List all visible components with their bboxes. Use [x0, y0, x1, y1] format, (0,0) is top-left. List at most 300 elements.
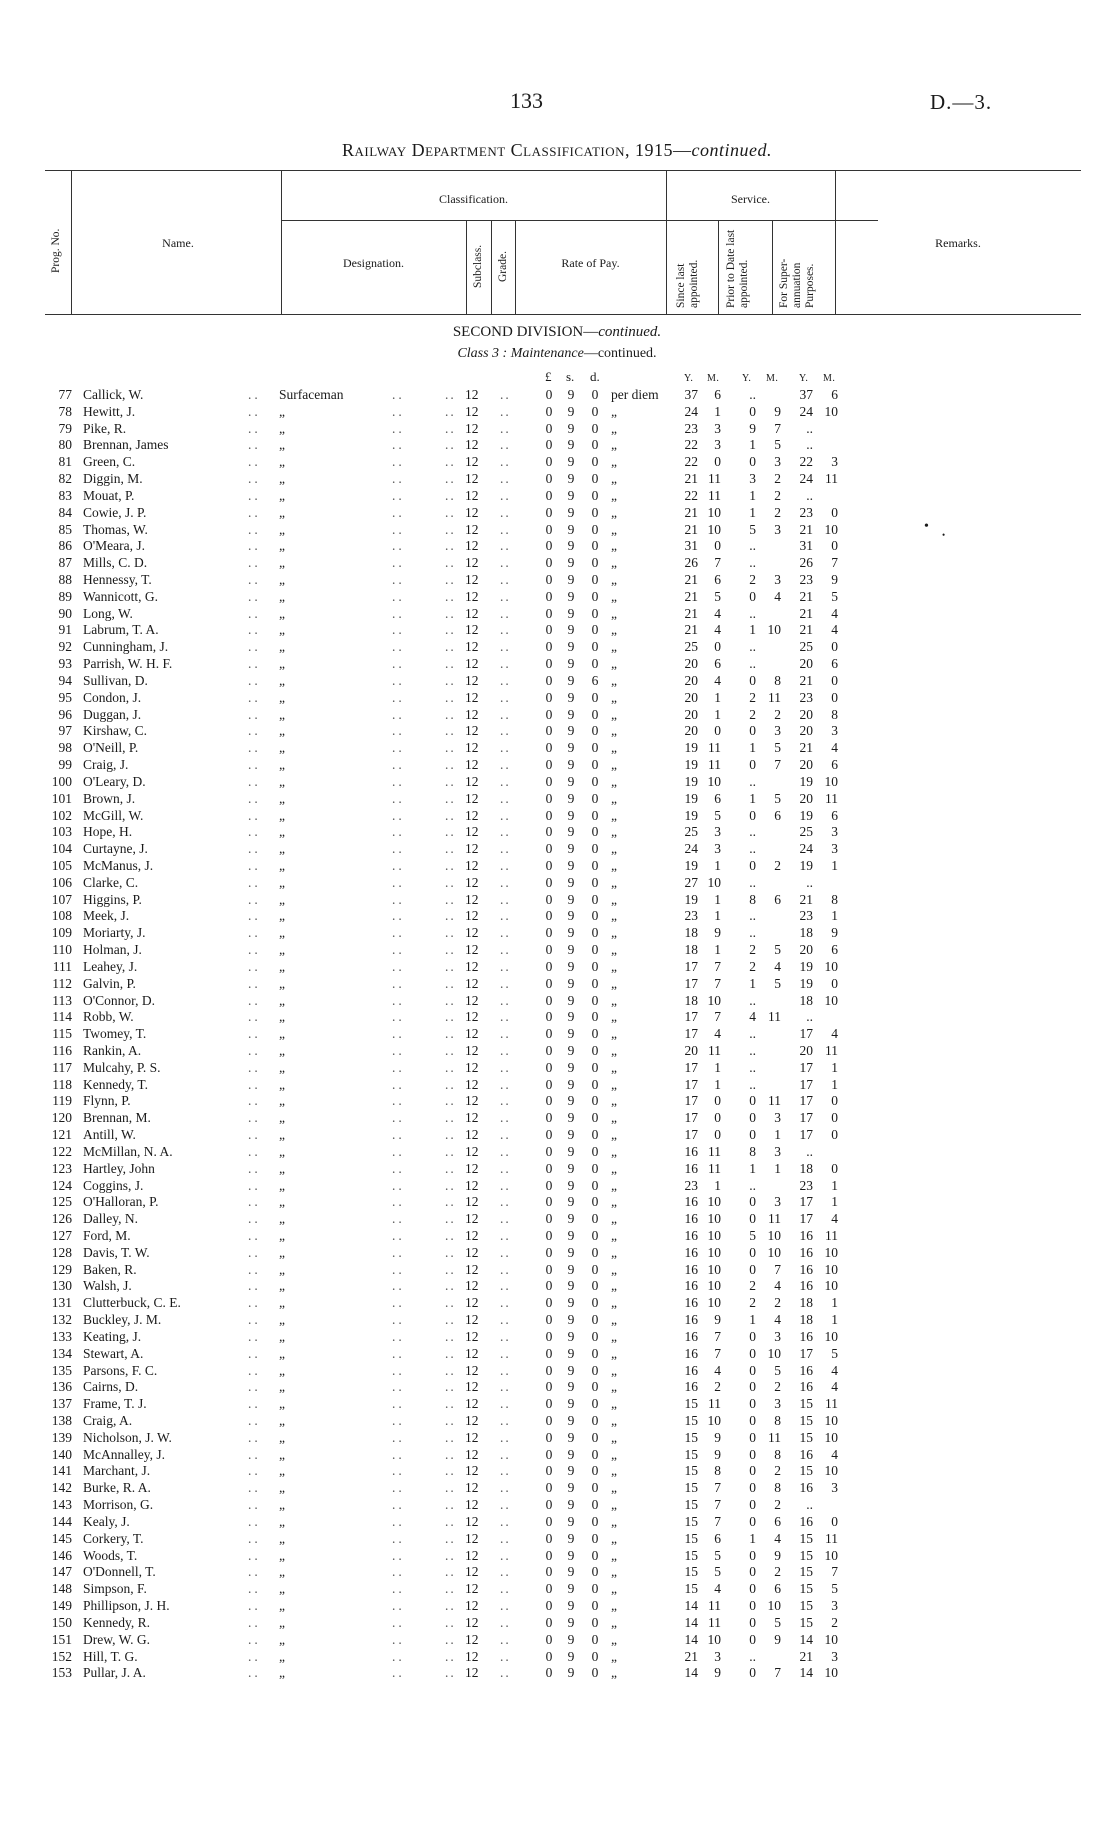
row-pay-pounds: 0 — [545, 706, 553, 722]
row-super-years: 37 — [799, 387, 813, 402]
row-name: O'Neill, P. — [83, 740, 139, 756]
row-super-months: 3 — [831, 1648, 838, 1664]
row-pay-note: „ — [611, 992, 617, 1008]
row-leader-4: .. — [500, 1278, 511, 1294]
row-leader-4: .. — [500, 656, 511, 672]
row-leader-4: .. — [500, 1665, 511, 1681]
row-pay-note: „ — [611, 958, 617, 974]
row-pay-pounds: 0 — [545, 908, 553, 924]
row-super-years: 19 — [799, 807, 813, 823]
row-pay-shillings: 9 — [567, 942, 575, 958]
table-row — [0, 1531, 1114, 1548]
row-pay-note: „ — [611, 1244, 617, 1260]
row-since-years: 19 — [684, 773, 698, 789]
row-pay-note: „ — [611, 706, 617, 722]
table-row — [0, 555, 1114, 572]
row-leader-1: .. — [248, 992, 261, 1008]
table-row — [0, 1161, 1114, 1178]
row-designation: „ — [279, 605, 285, 621]
row-leader-3: .. — [445, 1614, 456, 1630]
row-super-years: 25 — [799, 824, 813, 840]
row-name: Hartley, John — [83, 1160, 155, 1176]
table-row — [0, 1564, 1114, 1581]
row-leader-1: .. — [248, 1379, 261, 1395]
row-pay-note: „ — [611, 773, 617, 789]
row-leader-3: .. — [445, 387, 456, 402]
table-row — [0, 1178, 1114, 1195]
row-number: 77 — [58, 387, 72, 402]
row-since-years: 37 — [684, 387, 698, 402]
row-number: 134 — [51, 1345, 72, 1361]
row-number: 86 — [58, 538, 72, 554]
row-leader-3: .. — [445, 773, 456, 789]
row-prior-months: 3 — [774, 1328, 781, 1344]
row-prior-months: 6 — [774, 891, 781, 907]
row-since-months: 11 — [708, 487, 721, 503]
row-prior-months: 9 — [774, 1631, 781, 1647]
row-prior-months: 8 — [774, 672, 781, 688]
row-leader-3: .. — [445, 908, 456, 924]
row-pay-pence: 0 — [591, 857, 599, 873]
row-pay-pence: 0 — [591, 723, 599, 739]
row-since-months: 10 — [707, 1244, 721, 1260]
row-leader-1: .. — [248, 891, 261, 907]
row-since-years: 25 — [684, 824, 698, 840]
row-prior-years: 0 — [749, 807, 756, 823]
table-row — [0, 1043, 1114, 1060]
row-name: Keating, J. — [83, 1328, 142, 1344]
row-grade: 12 — [465, 740, 479, 756]
row-pay-pence: 0 — [591, 1278, 599, 1294]
row-pay-note: „ — [611, 1228, 617, 1243]
row-pay-note: „ — [611, 521, 617, 537]
table-row — [0, 1278, 1114, 1295]
row-since-months: 10 — [707, 1228, 721, 1243]
row-super-months: 5 — [831, 1345, 838, 1361]
row-since-months: 11 — [708, 1042, 721, 1058]
row-number: 83 — [58, 487, 72, 503]
row-prior-months: 6 — [774, 1581, 781, 1597]
row-designation: „ — [279, 555, 285, 571]
row-pay-note: „ — [611, 656, 617, 672]
row-leader-1: .. — [248, 1211, 261, 1227]
row-since-years: 15 — [684, 1581, 698, 1597]
row-leader-4: .. — [500, 1362, 511, 1378]
row-leader-2: .. — [392, 521, 405, 537]
row-pay-note: „ — [611, 605, 617, 621]
row-pay-pounds: 0 — [545, 1513, 553, 1529]
row-prior-years: 1 — [749, 790, 756, 806]
row-leader-2: .. — [392, 1076, 405, 1092]
row-pay-pence: 0 — [591, 807, 599, 823]
row-pay-pounds: 0 — [545, 555, 553, 571]
row-designation: „ — [279, 1244, 285, 1260]
row-pay-pence: 0 — [591, 824, 599, 840]
row-pay-pence: 0 — [591, 1211, 599, 1227]
row-pay-shillings: 9 — [567, 1648, 575, 1664]
row-leader-4: .. — [500, 1581, 511, 1597]
row-grade: 12 — [465, 420, 479, 436]
table-row — [0, 505, 1114, 522]
row-since-years: 17 — [684, 1026, 698, 1042]
row-leader-2: .. — [392, 975, 405, 991]
row-name: Rankin, A. — [83, 1042, 142, 1058]
row-grade: 12 — [465, 572, 479, 588]
row-pay-note: „ — [611, 1480, 617, 1496]
row-prior-months: 11 — [768, 689, 781, 705]
row-prior-months: 3 — [774, 1110, 781, 1126]
row-super-months: 6 — [831, 387, 838, 402]
row-prior-months: 1 — [774, 1127, 781, 1143]
row-super-months: 4 — [831, 1379, 838, 1395]
row-grade: 12 — [465, 1312, 479, 1328]
table-row — [0, 538, 1114, 555]
row-name: Craig, A. — [83, 1413, 133, 1429]
row-super-months: 11 — [825, 1042, 838, 1058]
row-since-months: 1 — [714, 891, 721, 907]
row-name: Meek, J. — [83, 908, 130, 924]
row-super-years: 23 — [799, 572, 813, 588]
row-leader-3: .. — [445, 1497, 456, 1513]
row-super-years: 14 — [799, 1631, 813, 1647]
row-super-months: 10 — [824, 992, 838, 1008]
row-leader-4: .. — [500, 1177, 511, 1193]
row-prior-years: .. — [749, 841, 756, 857]
row-pay-pounds: 0 — [545, 1480, 553, 1496]
row-since-months: 9 — [714, 925, 721, 941]
row-super-years: 16 — [799, 1446, 813, 1462]
row-prior-years: 0 — [749, 1379, 756, 1395]
row-prior-months: 9 — [774, 1547, 781, 1563]
row-since-years: 16 — [684, 1244, 698, 1260]
row-prior-years: .. — [749, 1026, 756, 1042]
row-grade: 12 — [465, 1211, 479, 1227]
row-leader-2: .. — [392, 824, 405, 840]
row-leader-1: .. — [248, 387, 261, 402]
row-since-years: 18 — [684, 992, 698, 1008]
row-name: Pullar, J. A. — [83, 1665, 146, 1681]
table-header — [45, 170, 1081, 315]
row-leader-2: .. — [392, 1413, 405, 1429]
row-pay-shillings: 9 — [567, 656, 575, 672]
row-designation: „ — [279, 1547, 285, 1563]
row-grade: 12 — [465, 1143, 479, 1159]
row-leader-3: .. — [445, 874, 456, 890]
row-since-years: 21 — [684, 622, 698, 638]
row-leader-2: .. — [392, 1429, 405, 1445]
table-row — [0, 808, 1114, 825]
row-leader-2: .. — [392, 757, 405, 773]
row-designation: „ — [279, 1581, 285, 1597]
header-remarks: Remarks. — [935, 236, 981, 250]
row-designation: „ — [279, 1160, 285, 1176]
row-super-years: 16 — [799, 1362, 813, 1378]
row-prior-years: 0 — [749, 1413, 756, 1429]
row-number: 127 — [51, 1228, 72, 1243]
row-prior-years: 0 — [749, 403, 756, 419]
row-leader-4: .. — [500, 1009, 511, 1025]
row-leader-4: .. — [500, 824, 511, 840]
row-leader-4: .. — [500, 975, 511, 991]
row-pay-pence: 0 — [591, 588, 599, 604]
row-prior-years: 8 — [749, 891, 756, 907]
row-designation: „ — [279, 420, 285, 436]
row-prior-years: 4 — [749, 1009, 756, 1025]
row-since-years: 16 — [684, 1312, 698, 1328]
row-grade: 12 — [465, 891, 479, 907]
row-pay-pence: 0 — [591, 1261, 599, 1277]
row-leader-4: .. — [500, 1564, 511, 1580]
row-since-years: 21 — [684, 605, 698, 621]
row-pay-note: „ — [611, 1463, 617, 1479]
row-number: 96 — [58, 706, 72, 722]
row-pay-shillings: 9 — [567, 1026, 575, 1042]
row-pay-pounds: 0 — [545, 1530, 553, 1546]
row-since-months: 8 — [714, 1463, 721, 1479]
table-row — [0, 993, 1114, 1010]
table-row — [0, 471, 1114, 488]
row-super-months: 1 — [831, 908, 838, 924]
row-number: 131 — [51, 1295, 72, 1311]
row-pay-pounds: 0 — [545, 572, 553, 588]
row-leader-3: .. — [445, 672, 456, 688]
row-pay-pence: 0 — [591, 958, 599, 974]
row-number: 107 — [51, 891, 72, 907]
row-number: 136 — [51, 1379, 72, 1395]
row-designation: „ — [279, 1093, 285, 1109]
row-grade: 12 — [465, 723, 479, 739]
row-since-years: 17 — [684, 1059, 698, 1075]
row-leader-1: .. — [248, 1614, 261, 1630]
row-name: Kealy, J. — [83, 1513, 130, 1529]
row-pay-shillings: 9 — [567, 1564, 575, 1580]
row-leader-4: .. — [500, 1396, 511, 1412]
row-super-years: 17 — [799, 1345, 813, 1361]
row-name: Robb, W. — [83, 1009, 134, 1025]
table-row — [0, 858, 1114, 875]
row-pay-pounds: 0 — [545, 1362, 553, 1378]
row-name: Cairns, D. — [83, 1379, 139, 1395]
row-leader-2: .. — [392, 773, 405, 789]
row-pay-shillings: 9 — [567, 1160, 575, 1176]
table-row — [0, 1632, 1114, 1649]
row-leader-1: .. — [248, 1547, 261, 1563]
row-since-months: 10 — [707, 1211, 721, 1227]
row-grade: 12 — [465, 958, 479, 974]
row-name: Sullivan, D. — [83, 672, 148, 688]
row-pay-pounds: 0 — [545, 925, 553, 941]
row-leader-4: .. — [500, 1143, 511, 1159]
row-grade: 12 — [465, 1362, 479, 1378]
row-leader-1: .. — [248, 1631, 261, 1647]
row-pay-pence: 0 — [591, 1480, 599, 1496]
row-since-months: 5 — [714, 588, 721, 604]
row-designation: „ — [279, 1143, 285, 1159]
row-super-months: 10 — [824, 1631, 838, 1647]
table-row — [0, 841, 1114, 858]
row-grade: 12 — [465, 1530, 479, 1546]
row-grade: 12 — [465, 874, 479, 890]
row-since-years: 15 — [684, 1446, 698, 1462]
row-since-years: 23 — [684, 420, 698, 436]
table-row — [0, 1615, 1114, 1632]
row-super-months: 10 — [824, 1413, 838, 1429]
row-name: Hennessy, T. — [83, 572, 152, 588]
row-prior-months: 11 — [768, 1009, 781, 1025]
row-super-years: 21 — [799, 521, 813, 537]
row-leader-2: .. — [392, 1345, 405, 1361]
row-super-months: 10 — [824, 773, 838, 789]
row-pay-pounds: 0 — [545, 874, 553, 890]
row-prior-years: 5 — [749, 521, 756, 537]
row-super-months: 7 — [831, 555, 838, 571]
row-number: 108 — [51, 908, 72, 924]
row-prior-years: 1 — [749, 1160, 756, 1176]
row-pay-shillings: 9 — [567, 521, 575, 537]
row-grade: 12 — [465, 1564, 479, 1580]
row-name: McMillan, N. A. — [83, 1143, 173, 1159]
row-name: Nicholson, J. W. — [83, 1429, 172, 1445]
row-leader-3: .. — [445, 437, 456, 453]
row-designation: „ — [279, 1513, 285, 1529]
row-leader-4: .. — [500, 1547, 511, 1563]
row-pay-pence: 0 — [591, 1177, 599, 1193]
row-since-months: 7 — [714, 1480, 721, 1496]
row-pay-pence: 0 — [591, 572, 599, 588]
row-leader-4: .. — [500, 1631, 511, 1647]
row-prior-years: 8 — [749, 1143, 756, 1159]
row-designation: „ — [279, 1429, 285, 1445]
row-pay-note: „ — [611, 1564, 617, 1580]
row-leader-3: .. — [445, 1345, 456, 1361]
row-number: 85 — [58, 521, 72, 537]
row-since-months: 4 — [714, 1362, 721, 1378]
row-leader-3: .. — [445, 1110, 456, 1126]
row-leader-4: .. — [500, 790, 511, 806]
row-name: Antill, W. — [83, 1127, 136, 1143]
row-pay-pounds: 0 — [545, 1446, 553, 1462]
row-super-months: 9 — [831, 572, 838, 588]
table-row — [0, 740, 1114, 757]
row-pay-pounds: 0 — [545, 521, 553, 537]
table-row — [0, 1430, 1114, 1447]
row-grade: 12 — [465, 1244, 479, 1260]
row-number: 105 — [51, 857, 72, 873]
row-pay-note: „ — [611, 757, 617, 773]
row-designation: „ — [279, 1076, 285, 1092]
row-pay-pence: 0 — [591, 1042, 599, 1058]
row-since-years: 16 — [684, 1345, 698, 1361]
table-row — [0, 1245, 1114, 1262]
row-leader-2: .. — [392, 1564, 405, 1580]
row-prior-months: 2 — [774, 1295, 781, 1311]
row-pay-pence: 0 — [591, 454, 599, 470]
row-pay-shillings: 9 — [567, 1530, 575, 1546]
row-leader-4: .. — [500, 1295, 511, 1311]
row-super-months: 10 — [824, 1463, 838, 1479]
table-row — [0, 1649, 1114, 1666]
row-leader-4: .. — [500, 639, 511, 655]
row-grade: 12 — [465, 807, 479, 823]
row-leader-1: .. — [248, 1480, 261, 1496]
row-since-years: 15 — [684, 1497, 698, 1513]
row-leader-1: .. — [248, 1362, 261, 1378]
row-pay-pounds: 0 — [545, 1026, 553, 1042]
row-number: 143 — [51, 1497, 72, 1513]
row-number: 81 — [58, 454, 72, 470]
row-since-months: 0 — [714, 1127, 721, 1143]
row-super-months: 7 — [831, 1564, 838, 1580]
row-leader-1: .. — [248, 605, 261, 621]
row-leader-2: .. — [392, 1093, 405, 1109]
row-name: Mouat, P. — [83, 487, 135, 503]
table-row — [0, 1009, 1114, 1026]
row-pay-pence: 0 — [591, 1598, 599, 1614]
row-prior-months: 2 — [774, 706, 781, 722]
row-leader-1: .. — [248, 807, 261, 823]
row-grade: 12 — [465, 471, 479, 487]
row-pay-pounds: 0 — [545, 403, 553, 419]
row-number: 112 — [52, 975, 72, 991]
row-leader-3: .. — [445, 471, 456, 487]
table-row — [0, 622, 1114, 639]
row-pay-shillings: 9 — [567, 1211, 575, 1227]
row-number: 119 — [52, 1093, 72, 1109]
row-pay-pence: 0 — [591, 1244, 599, 1260]
row-pay-note: „ — [611, 588, 617, 604]
row-leader-4: .. — [500, 588, 511, 604]
row-pay-pence: 0 — [591, 1547, 599, 1563]
row-name: Hope, H. — [83, 824, 133, 840]
header-since-last — [675, 224, 701, 308]
row-super-months: 1 — [831, 1059, 838, 1075]
row-designation: „ — [279, 572, 285, 588]
row-pay-pence: 0 — [591, 387, 599, 402]
row-since-months: 0 — [714, 1093, 721, 1109]
row-pay-note: „ — [611, 639, 617, 655]
row-pay-pence: 0 — [591, 1446, 599, 1462]
row-leader-3: .. — [445, 1076, 456, 1092]
division-heading — [0, 324, 1114, 341]
row-pay-note: „ — [611, 1581, 617, 1597]
row-number: 150 — [51, 1614, 72, 1630]
row-designation: „ — [279, 1328, 285, 1344]
row-pay-shillings: 9 — [567, 1244, 575, 1260]
row-pay-note: „ — [611, 1295, 617, 1311]
row-leader-4: .. — [500, 1429, 511, 1445]
row-name: Woods, T. — [83, 1547, 138, 1563]
row-pay-shillings: 9 — [567, 1429, 575, 1445]
row-pay-pounds: 0 — [545, 605, 553, 621]
row-prior-years: 0 — [749, 1581, 756, 1597]
row-grade: 12 — [465, 521, 479, 537]
row-leader-1: .. — [248, 1463, 261, 1479]
row-prior-years: 0 — [749, 1446, 756, 1462]
row-pay-pence: 0 — [591, 1093, 599, 1109]
row-pay-pence: 0 — [591, 605, 599, 621]
row-designation: „ — [279, 807, 285, 823]
row-prior-years: .. — [749, 773, 756, 789]
row-pay-pence: 0 — [591, 841, 599, 857]
row-pay-pence: 0 — [591, 622, 599, 638]
table-row — [0, 1144, 1114, 1161]
row-super-years: 17 — [799, 1194, 813, 1210]
row-prior-months: 2 — [774, 504, 781, 520]
row-since-months: 10 — [707, 1194, 721, 1210]
row-leader-1: .. — [248, 1026, 261, 1042]
row-number: 115 — [52, 1026, 72, 1042]
row-pay-pounds: 0 — [545, 1211, 553, 1227]
